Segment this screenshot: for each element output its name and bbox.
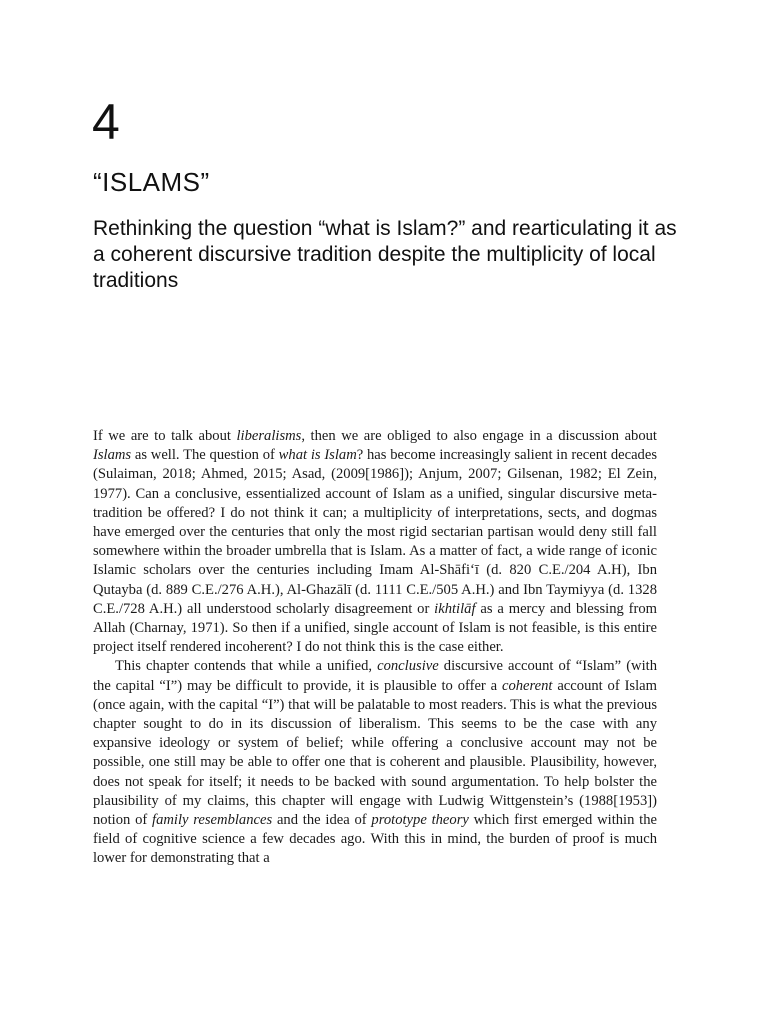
text-segment: as well. The question of	[131, 447, 279, 464]
text-segment: This chapter contends that while a unified,	[115, 658, 378, 675]
italic-term: Islams	[93, 447, 132, 464]
text-segment: which first emerged within the field of cognitive science a few decades ago. With this in mind, the burden of proof is much lower for demonstrating that a	[93, 812, 657, 867]
body-text	[93, 427, 657, 869]
italic-term: liberalisms	[236, 428, 302, 444]
text-segment: as a mercy and blessing from Allah (Charnay, 1971). So then if a unified, single account of Islam is not feasible, is this entire project itself rendered incoherent? I do not think this is the case either.	[93, 600, 658, 656]
text-segment: If we are to talk about	[93, 428, 237, 444]
paragraph-1	[93, 427, 657, 657]
italic-term: prototype theory	[371, 812, 469, 829]
chapter-subtitle: Rethinking the question “what is Islam?” and rearticulating it as a coherent discursive tradition despite the multiplicity of local traditions	[93, 217, 677, 292]
text-segment: discursive account of “Islam” (with the capital “I”) may be difficult to provide, it is plausible to offer a	[93, 658, 657, 694]
italic-term: ikhtilāf	[434, 600, 476, 617]
chapter-title: “ISLAMS”	[93, 167, 210, 197]
italic-term: family resemblances	[152, 812, 273, 829]
text-segment: and the idea of	[272, 812, 372, 829]
italic-term: conclusive	[377, 658, 439, 675]
paragraph-2	[93, 657, 657, 868]
text-segment: account of Islam (once again, with the capital “I”) that will be palatable to most readers. This is what the previous chapter sought to do in its discussion of liberalism. This seems to be the case with any expansive ideology or system of belief; while offering a conclusive account may not be possible, one still may be able to offer one that is coherent and plausible. Plausibility, however, does not speak for itself; it needs to be backed with sound argumentation. To help bolster the plausibility of my claims, this chapter will engage with Ludwig Wittgenstein’s (1988[1953]) notion of	[93, 677, 657, 829]
text-segment: ? has become increasingly salient in recent decades (Sulaiman, 2018; Ahmed, 2015; Asad, (2009[1986]); Anjum, 2007; Gilsenan, 1982; El Zein, 1977). Can a conclusive, essentialized account of Islam as a unified, singular discursive meta-tradition be offered? I do not think it can; a multiplicity of interpretations, sects, and dogmas have emerged over the centuries that only the most rigid sectarian partisan would deny still fall somewhere within the broader umbrella that is Islam. As a matter of fact, a wide range of iconic Islamic scholars over the centuries including Imam Al-Shāfi‘ī (d. 820 C.E./204 A.H), Ibn Qutayba (d. 889 C.E./276 A.H.), Al-Ghazālī (d. 1111 C.E./505 A.H.) and Ibn Taymiyya (d. 1328 C.E./728 A.H.) all understood scholarly disagreement or	[93, 447, 658, 617]
italic-term: what is Islam	[278, 447, 357, 464]
italic-term: coherent	[501, 677, 553, 694]
chapter-number: 4	[92, 94, 120, 150]
text-segment: , then we are obliged to also engage in a discussion about	[301, 428, 657, 444]
